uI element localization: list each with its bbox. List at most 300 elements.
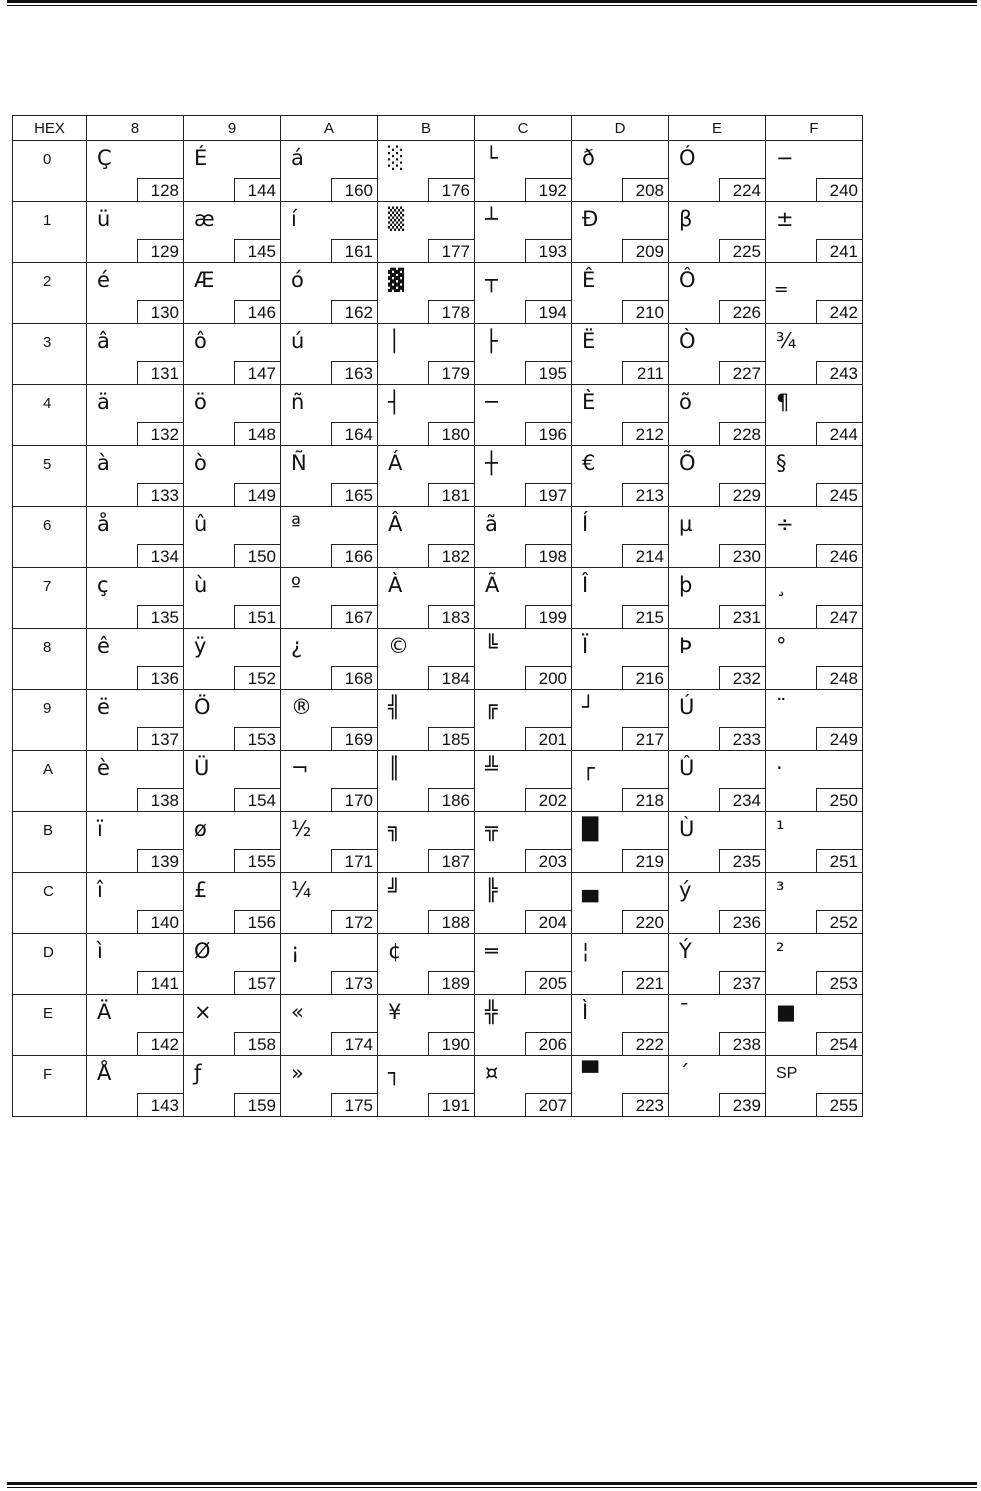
row-hex-label-cell: [13, 934, 87, 995]
row-hex-label-cell: [13, 690, 87, 751]
char-glyph: ®: [291, 695, 312, 719]
decimal-code-label: 251: [816, 849, 862, 872]
char-glyph: ò: [194, 451, 207, 475]
decimal-code-label: 161: [331, 239, 377, 262]
char-cell: [87, 629, 184, 690]
char-glyph: ╗: [388, 817, 401, 841]
char-glyph: ±: [776, 207, 794, 231]
decimal-code-label: 253: [816, 971, 862, 994]
char-glyph: Ï: [582, 634, 589, 658]
row-hex-label: 6: [43, 517, 52, 534]
char-cell: [475, 629, 572, 690]
char-cell: [281, 934, 378, 995]
decimal-code-label: 168: [331, 666, 377, 689]
decimal-code-label: 223: [622, 1093, 668, 1116]
char-cell: [87, 812, 184, 873]
char-cell: [669, 202, 766, 263]
char-cell: [475, 995, 572, 1056]
char-glyph: û: [194, 512, 208, 536]
column-header: E: [669, 116, 766, 141]
char-glyph: ■: [776, 1000, 796, 1024]
decimal-code-label: 221: [622, 971, 668, 994]
char-glyph: ╝: [388, 878, 401, 902]
bottom-rule: [7, 1482, 977, 1488]
char-glyph: €: [582, 451, 596, 475]
char-cell: [766, 324, 863, 385]
decimal-code-label: 128: [137, 178, 183, 201]
char-cell: [87, 873, 184, 934]
row-hex-label-cell: [13, 1056, 87, 1117]
char-glyph: Â: [388, 512, 403, 536]
decimal-code-label: 135: [137, 605, 183, 628]
decimal-code-label: 181: [428, 483, 474, 506]
decimal-code-label: 146: [234, 300, 280, 323]
table-row: [13, 629, 863, 690]
decimal-code-label: 250: [816, 788, 862, 811]
table-row: [13, 812, 863, 873]
char-glyph: ó: [291, 268, 304, 292]
char-cell: [669, 934, 766, 995]
char-cell: [572, 141, 669, 202]
char-cell: [378, 629, 475, 690]
char-cell: [669, 141, 766, 202]
decimal-code-label: 243: [816, 361, 862, 384]
decimal-code-label: 191: [428, 1093, 474, 1116]
decimal-code-label: 232: [719, 666, 765, 689]
char-glyph: ├: [485, 329, 498, 353]
character-code-table: [12, 115, 863, 1117]
char-glyph: ¹: [776, 817, 785, 841]
char-glyph: ┐: [388, 1061, 401, 1085]
decimal-code-label: 199: [525, 605, 571, 628]
char-cell: [281, 1056, 378, 1117]
char-glyph: Ä: [97, 1000, 112, 1024]
char-glyph: Ó: [679, 146, 696, 170]
char-glyph: ñ: [291, 390, 305, 414]
char-glyph: ô: [194, 329, 207, 353]
row-hex-label: D: [43, 944, 54, 961]
char-cell: [87, 507, 184, 568]
char-cell: [281, 385, 378, 446]
char-glyph: Ñ: [291, 451, 307, 475]
char-cell: [378, 263, 475, 324]
char-glyph: ‗: [776, 268, 787, 292]
char-glyph: å: [97, 512, 110, 536]
decimal-code-label: 170: [331, 788, 377, 811]
char-cell: [184, 690, 281, 751]
decimal-code-label: 175: [331, 1093, 377, 1116]
decimal-code-label: 242: [816, 300, 862, 323]
char-cell: [378, 385, 475, 446]
char-glyph: Ç: [97, 146, 112, 170]
char-glyph: ƒ: [194, 1061, 202, 1085]
char-cell: [572, 934, 669, 995]
decimal-code-label: 215: [622, 605, 668, 628]
char-glyph: Õ: [679, 451, 696, 475]
decimal-code-label: 248: [816, 666, 862, 689]
decimal-code-label: 179: [428, 361, 474, 384]
char-cell: [281, 202, 378, 263]
char-cell: [572, 324, 669, 385]
decimal-code-label: 192: [525, 178, 571, 201]
char-cell: [766, 812, 863, 873]
decimal-code-label: 208: [622, 178, 668, 201]
row-hex-label: 2: [43, 273, 52, 290]
decimal-code-label: 186: [428, 788, 474, 811]
decimal-code-label: 246: [816, 544, 862, 567]
row-hex-label-cell: [13, 873, 87, 934]
decimal-code-label: 134: [137, 544, 183, 567]
column-header: C: [475, 116, 572, 141]
char-cell: [766, 934, 863, 995]
row-hex-label-cell: [13, 202, 87, 263]
char-glyph: þ: [679, 573, 693, 597]
decimal-code-label: 198: [525, 544, 571, 567]
decimal-code-label: 138: [137, 788, 183, 811]
decimal-code-label: 153: [234, 727, 280, 750]
char-glyph: Ø: [194, 939, 211, 963]
decimal-code-label: 132: [137, 422, 183, 445]
char-cell: [378, 507, 475, 568]
char-glyph: Î: [582, 573, 589, 597]
char-glyph: ▀: [582, 1061, 599, 1085]
decimal-code-label: 233: [719, 727, 765, 750]
char-glyph: SP: [776, 1065, 798, 1082]
decimal-code-label: 210: [622, 300, 668, 323]
char-glyph: Á: [388, 451, 403, 475]
char-glyph: É: [194, 146, 208, 170]
decimal-code-label: 231: [719, 605, 765, 628]
char-cell: [184, 263, 281, 324]
char-glyph: ¢: [388, 939, 402, 963]
char-glyph: █: [582, 817, 599, 841]
row-hex-label: 0: [43, 151, 52, 168]
table-row: [13, 995, 863, 1056]
char-glyph: ¯: [679, 1000, 690, 1024]
decimal-code-label: 164: [331, 422, 377, 445]
char-cell: [766, 1056, 863, 1117]
decimal-code-label: 166: [331, 544, 377, 567]
decimal-code-label: 226: [719, 300, 765, 323]
char-glyph: ╩: [485, 756, 498, 780]
decimal-code-label: 211: [622, 361, 668, 384]
row-hex-label-cell: [13, 568, 87, 629]
decimal-code-label: 247: [816, 605, 862, 628]
char-glyph: Ê: [582, 268, 596, 292]
row-hex-label-cell: [13, 324, 87, 385]
char-glyph: ┬: [485, 268, 498, 292]
table-row: [13, 263, 863, 324]
row-hex-label: B: [43, 822, 54, 839]
decimal-code-label: 133: [137, 483, 183, 506]
decimal-code-label: 150: [234, 544, 280, 567]
decimal-code-label: 254: [816, 1032, 862, 1055]
char-cell: [572, 385, 669, 446]
char-cell: [87, 385, 184, 446]
decimal-code-label: 252: [816, 910, 862, 933]
char-glyph: ³: [776, 878, 785, 902]
decimal-code-label: 129: [137, 239, 183, 262]
char-cell: [87, 690, 184, 751]
char-cell: [669, 507, 766, 568]
decimal-code-label: 212: [622, 422, 668, 445]
char-glyph: ë: [97, 695, 110, 719]
decimal-code-label: 136: [137, 666, 183, 689]
char-cell: [378, 934, 475, 995]
char-glyph: −: [776, 146, 794, 170]
char-glyph: º: [291, 573, 301, 597]
char-glyph: ╔: [485, 695, 498, 719]
decimal-code-label: 218: [622, 788, 668, 811]
decimal-code-label: 241: [816, 239, 862, 262]
char-cell: [475, 934, 572, 995]
decimal-code-label: 234: [719, 788, 765, 811]
char-glyph: Ì: [582, 1000, 589, 1024]
char-cell: [669, 690, 766, 751]
char-cell: [87, 751, 184, 812]
char-cell: [87, 202, 184, 263]
row-hex-label: 8: [43, 639, 52, 656]
char-glyph: ©: [388, 634, 409, 658]
char-cell: [669, 385, 766, 446]
char-cell: [766, 568, 863, 629]
row-hex-label: E: [43, 1005, 54, 1022]
decimal-code-label: 183: [428, 605, 474, 628]
char-cell: [184, 873, 281, 934]
char-cell: [572, 568, 669, 629]
char-cell: [281, 629, 378, 690]
decimal-code-label: 237: [719, 971, 765, 994]
char-glyph: ï: [97, 817, 103, 841]
char-glyph: ╠: [485, 878, 498, 902]
char-cell: [572, 812, 669, 873]
char-glyph: ü: [97, 207, 111, 231]
decimal-code-label: 236: [719, 910, 765, 933]
row-hex-label-cell: [13, 263, 87, 324]
char-glyph: µ: [679, 512, 693, 536]
char-glyph: ¥: [388, 1000, 402, 1024]
char-cell: [184, 141, 281, 202]
char-cell: [378, 690, 475, 751]
char-glyph: ×: [194, 1000, 212, 1024]
char-cell: [475, 812, 572, 873]
decimal-code-label: 176: [428, 178, 474, 201]
char-cell: [281, 446, 378, 507]
decimal-code-label: 189: [428, 971, 474, 994]
char-glyph: »: [291, 1061, 304, 1085]
char-cell: [378, 873, 475, 934]
decimal-code-label: 188: [428, 910, 474, 933]
char-glyph: Å: [97, 1061, 112, 1085]
char-glyph: ╣: [388, 695, 401, 719]
row-hex-label: C: [43, 883, 54, 900]
column-header: D: [572, 116, 669, 141]
char-glyph: Ü: [194, 756, 210, 780]
char-glyph: Ö: [194, 695, 211, 719]
decimal-code-label: 149: [234, 483, 280, 506]
char-glyph: Ð: [582, 207, 599, 231]
decimal-code-label: 201: [525, 727, 571, 750]
decimal-code-label: 182: [428, 544, 474, 567]
decimal-code-label: 172: [331, 910, 377, 933]
table-row: [13, 690, 863, 751]
char-glyph: ú: [291, 329, 305, 353]
char-glyph: ¾: [776, 329, 797, 353]
char-cell: [184, 568, 281, 629]
decimal-code-label: 155: [234, 849, 280, 872]
char-glyph: ÿ: [194, 634, 207, 658]
char-cell: [281, 507, 378, 568]
column-header: A: [281, 116, 378, 141]
char-cell: [281, 873, 378, 934]
decimal-code-label: 195: [525, 361, 571, 384]
char-glyph: Û: [679, 756, 695, 780]
char-glyph: «: [291, 1000, 304, 1024]
decimal-code-label: 227: [719, 361, 765, 384]
char-cell: [572, 202, 669, 263]
char-cell: [572, 1056, 669, 1117]
decimal-code-label: 151: [234, 605, 280, 628]
char-cell: [378, 812, 475, 873]
char-cell: [766, 629, 863, 690]
decimal-code-label: 185: [428, 727, 474, 750]
decimal-code-label: 142: [137, 1032, 183, 1055]
row-hex-label-cell: [13, 385, 87, 446]
column-header: F: [766, 116, 863, 141]
decimal-code-label: 220: [622, 910, 668, 933]
decimal-code-label: 148: [234, 422, 280, 445]
decimal-code-label: 202: [525, 788, 571, 811]
table-row: [13, 873, 863, 934]
char-cell: [572, 995, 669, 1056]
column-header: B: [378, 116, 475, 141]
char-glyph: â: [97, 329, 110, 353]
decimal-code-label: 147: [234, 361, 280, 384]
decimal-code-label: 225: [719, 239, 765, 262]
char-glyph: ║: [388, 756, 401, 780]
table-row: [13, 568, 863, 629]
decimal-code-label: 130: [137, 300, 183, 323]
char-cell: [475, 507, 572, 568]
decimal-code-label: 209: [622, 239, 668, 262]
char-cell: [281, 751, 378, 812]
char-glyph: °: [776, 634, 787, 658]
char-cell: [281, 324, 378, 385]
char-glyph: β: [679, 207, 693, 231]
char-cell: [766, 751, 863, 812]
char-glyph: ┼: [485, 451, 498, 475]
char-cell: [378, 1056, 475, 1117]
char-cell: [87, 995, 184, 1056]
decimal-code-label: 156: [234, 910, 280, 933]
char-cell: [475, 385, 572, 446]
char-glyph: ö: [194, 390, 207, 414]
char-glyph: æ: [194, 207, 215, 231]
char-cell: [184, 324, 281, 385]
char-glyph: ¤: [485, 1061, 499, 1085]
char-glyph: î: [97, 878, 103, 902]
char-glyph: ì: [97, 939, 103, 963]
char-cell: [669, 1056, 766, 1117]
char-cell: [572, 507, 669, 568]
decimal-code-label: 158: [234, 1032, 280, 1055]
row-hex-label: F: [43, 1066, 53, 1083]
row-hex-label-cell: [13, 812, 87, 873]
decimal-code-label: 177: [428, 239, 474, 262]
char-cell: [475, 324, 572, 385]
char-cell: [572, 263, 669, 324]
decimal-code-label: 162: [331, 300, 377, 323]
row-hex-label-cell: [13, 995, 87, 1056]
char-cell: [87, 141, 184, 202]
char-glyph: ╬: [485, 1000, 498, 1024]
char-cell: [184, 751, 281, 812]
char-cell: [475, 1056, 572, 1117]
char-cell: [475, 751, 572, 812]
char-glyph: ▄: [582, 878, 599, 902]
column-header: 9: [184, 116, 281, 141]
top-rule: [7, 0, 977, 6]
char-glyph: Ò: [679, 329, 696, 353]
char-glyph: ┘: [582, 695, 595, 719]
decimal-code-label: 216: [622, 666, 668, 689]
char-cell: [378, 202, 475, 263]
char-glyph: ¼: [291, 878, 312, 902]
decimal-code-label: 217: [622, 727, 668, 750]
char-cell: [475, 446, 572, 507]
char-glyph: ½: [291, 817, 312, 841]
decimal-code-label: 157: [234, 971, 280, 994]
char-glyph: ç: [97, 573, 109, 597]
char-cell: [669, 568, 766, 629]
char-cell: [669, 812, 766, 873]
char-glyph: ·: [776, 756, 783, 780]
char-cell: [87, 934, 184, 995]
char-glyph: õ: [679, 390, 692, 414]
char-cell: [281, 690, 378, 751]
table-row: [13, 446, 863, 507]
char-cell: [572, 751, 669, 812]
row-hex-label: 4: [43, 395, 52, 412]
char-cell: [766, 385, 863, 446]
char-glyph: ê: [97, 634, 110, 658]
char-cell: [184, 1056, 281, 1117]
char-glyph: Ô: [679, 268, 696, 292]
decimal-code-label: 173: [331, 971, 377, 994]
char-cell: [184, 995, 281, 1056]
char-glyph: Æ: [194, 268, 215, 292]
row-hex-label: 9: [43, 700, 52, 717]
char-glyph: ù: [194, 573, 208, 597]
char-cell: [766, 995, 863, 1056]
row-hex-label: 3: [43, 334, 52, 351]
char-cell: [475, 263, 572, 324]
decimal-code-label: 131: [137, 361, 183, 384]
char-glyph: À: [388, 573, 403, 597]
char-glyph: é: [97, 268, 110, 292]
char-glyph: ý: [679, 878, 692, 902]
row-hex-label: 1: [43, 212, 52, 229]
char-cell: [766, 873, 863, 934]
char-cell: [669, 751, 766, 812]
decimal-code-label: 228: [719, 422, 765, 445]
char-cell: [184, 507, 281, 568]
decimal-code-label: 222: [622, 1032, 668, 1055]
decimal-code-label: 240: [816, 178, 862, 201]
char-cell: [475, 690, 572, 751]
decimal-code-label: 144: [234, 178, 280, 201]
char-glyph: └: [485, 146, 498, 170]
